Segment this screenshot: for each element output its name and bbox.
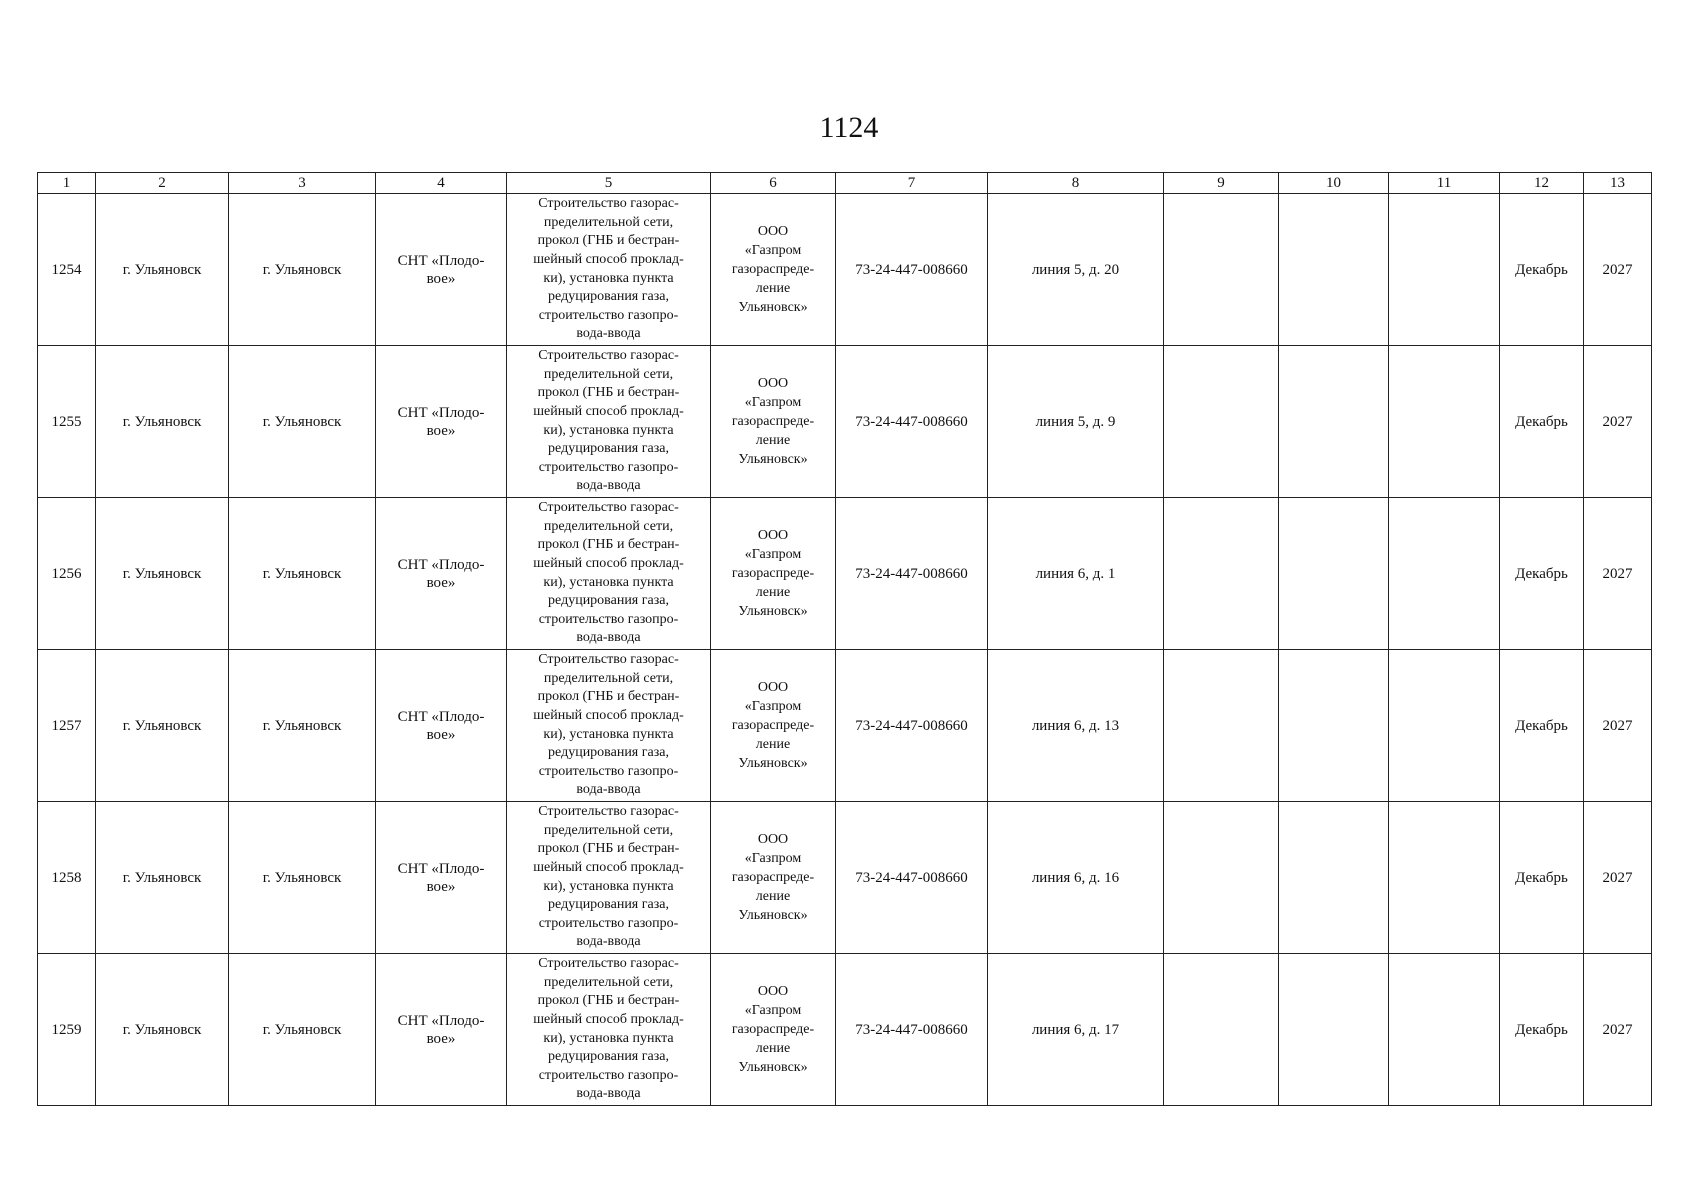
city-cell: г. Ульяновск bbox=[96, 650, 229, 802]
column-10-cell bbox=[1279, 498, 1389, 650]
column-number-row bbox=[38, 173, 1652, 194]
column-9-cell bbox=[1164, 346, 1279, 498]
month-cell: Декабрь bbox=[1500, 954, 1584, 1106]
organization-text: ООО «Газпром газораспреде- ление Ульяновск» bbox=[731, 832, 815, 923]
column-9-cell bbox=[1164, 802, 1279, 954]
work-description-cell bbox=[507, 802, 711, 954]
organization-cell bbox=[711, 802, 836, 954]
column-9-cell bbox=[1164, 650, 1279, 802]
row-number-cell: 1257 bbox=[38, 650, 96, 802]
settlement-cell bbox=[376, 954, 507, 1106]
city-cell: г. Ульяновск bbox=[96, 346, 229, 498]
organization-cell bbox=[711, 954, 836, 1106]
work-description-cell bbox=[507, 650, 711, 802]
column-header: 7 bbox=[836, 173, 988, 194]
locality-cell: г. Ульяновск bbox=[229, 194, 376, 346]
work-description-text: Строительство газорас- пределительной сети, прокол (ГНБ и бестран- шейный способ проклад- ки), установка пункта редуцирования газа, строительство газопро- вода-ввода bbox=[533, 804, 684, 950]
work-description-text: Строительство газорас- пределительной сети, прокол (ГНБ и бестран- шейный способ проклад- ки), установка пункта редуцирования газа, строительство газопро- вода-ввода bbox=[533, 652, 684, 798]
settlement-text: СНТ «Плодо- вое» bbox=[397, 860, 485, 895]
year-cell: 2027 bbox=[1584, 346, 1652, 498]
work-description-cell bbox=[507, 954, 711, 1106]
row-number-cell: 1255 bbox=[38, 346, 96, 498]
settlement-text: СНТ «Плодо- вое» bbox=[397, 556, 485, 591]
code-cell: 73-24-447-008660 bbox=[836, 650, 988, 802]
column-10-cell bbox=[1279, 194, 1389, 346]
column-11-cell bbox=[1389, 194, 1500, 346]
work-description-cell bbox=[507, 194, 711, 346]
column-11-cell bbox=[1389, 954, 1500, 1106]
column-11-cell bbox=[1389, 650, 1500, 802]
organization-cell bbox=[711, 346, 836, 498]
row-number-cell: 1258 bbox=[38, 802, 96, 954]
column-header: 2 bbox=[96, 173, 229, 194]
organization-text: ООО «Газпром газораспреде- ление Ульяновск» bbox=[731, 984, 815, 1075]
city-cell: г. Ульяновск bbox=[96, 954, 229, 1106]
column-header: 1 bbox=[38, 173, 96, 194]
settlement-text: СНТ «Плодо- вое» bbox=[397, 708, 485, 743]
settlement-text: СНТ «Плодо- вое» bbox=[397, 1012, 485, 1047]
settlement-cell bbox=[376, 498, 507, 650]
column-9-cell bbox=[1164, 194, 1279, 346]
locality-cell: г. Ульяновск bbox=[229, 802, 376, 954]
table-row bbox=[38, 650, 1652, 802]
year-cell: 2027 bbox=[1584, 650, 1652, 802]
column-header: 4 bbox=[376, 173, 507, 194]
code-cell: 73-24-447-008660 bbox=[836, 954, 988, 1106]
register-table bbox=[37, 172, 1652, 1106]
address-cell: линия 6, д. 1 bbox=[988, 498, 1164, 650]
row-number-cell: 1254 bbox=[38, 194, 96, 346]
column-header: 10 bbox=[1279, 173, 1389, 194]
column-header: 8 bbox=[988, 173, 1164, 194]
column-10-cell bbox=[1279, 954, 1389, 1106]
table-row bbox=[38, 194, 1652, 346]
year-cell: 2027 bbox=[1584, 954, 1652, 1106]
organization-text: ООО «Газпром газораспреде- ление Ульяновск» bbox=[731, 528, 815, 619]
month-cell: Декабрь bbox=[1500, 498, 1584, 650]
year-cell: 2027 bbox=[1584, 802, 1652, 954]
table-row bbox=[38, 802, 1652, 954]
work-description-cell bbox=[507, 346, 711, 498]
locality-cell: г. Ульяновск bbox=[229, 650, 376, 802]
column-header: 6 bbox=[711, 173, 836, 194]
organization-text: ООО «Газпром газораспреде- ление Ульяновск» bbox=[731, 224, 815, 315]
organization-text: ООО «Газпром газораспреде- ление Ульяновск» bbox=[731, 376, 815, 467]
year-cell: 2027 bbox=[1584, 194, 1652, 346]
column-11-cell bbox=[1389, 346, 1500, 498]
table-row bbox=[38, 498, 1652, 650]
work-description-text: Строительство газорас- пределительной сети, прокол (ГНБ и бестран- шейный способ проклад- ки), установка пункта редуцирования газа, строительство газопро- вода-ввода bbox=[533, 348, 684, 494]
table-body bbox=[38, 194, 1652, 1106]
month-cell: Декабрь bbox=[1500, 346, 1584, 498]
year-cell: 2027 bbox=[1584, 498, 1652, 650]
address-cell: линия 6, д. 16 bbox=[988, 802, 1164, 954]
city-cell: г. Ульяновск bbox=[96, 498, 229, 650]
column-header: 11 bbox=[1389, 173, 1500, 194]
work-description-text: Строительство газорас- пределительной сети, прокол (ГНБ и бестран- шейный способ проклад- ки), установка пункта редуцирования газа, строительство газопро- вода-ввода bbox=[533, 500, 684, 646]
column-11-cell bbox=[1389, 498, 1500, 650]
settlement-text: СНТ «Плодо- вое» bbox=[397, 404, 485, 439]
month-cell: Декабрь bbox=[1500, 802, 1584, 954]
address-cell: линия 5, д. 20 bbox=[988, 194, 1164, 346]
work-description-text: Строительство газорас- пределительной сети, прокол (ГНБ и бестран- шейный способ проклад- ки), установка пункта редуцирования газа, строительство газопро- вода-ввода bbox=[533, 196, 684, 342]
month-cell: Декабрь bbox=[1500, 194, 1584, 346]
row-number-cell: 1259 bbox=[38, 954, 96, 1106]
locality-cell: г. Ульяновск bbox=[229, 954, 376, 1106]
locality-cell: г. Ульяновск bbox=[229, 346, 376, 498]
address-cell: линия 6, д. 13 bbox=[988, 650, 1164, 802]
column-10-cell bbox=[1279, 650, 1389, 802]
month-cell: Декабрь bbox=[1500, 650, 1584, 802]
column-header: 12 bbox=[1500, 173, 1584, 194]
organization-text: ООО «Газпром газораспреде- ление Ульяновск» bbox=[731, 680, 815, 771]
column-10-cell bbox=[1279, 802, 1389, 954]
column-header: 9 bbox=[1164, 173, 1279, 194]
settlement-cell bbox=[376, 346, 507, 498]
organization-cell bbox=[711, 194, 836, 346]
column-11-cell bbox=[1389, 802, 1500, 954]
table-row bbox=[38, 954, 1652, 1106]
city-cell: г. Ульяновск bbox=[96, 802, 229, 954]
row-number-cell: 1256 bbox=[38, 498, 96, 650]
work-description-cell bbox=[507, 498, 711, 650]
column-10-cell bbox=[1279, 346, 1389, 498]
settlement-cell bbox=[376, 194, 507, 346]
city-cell: г. Ульяновск bbox=[96, 194, 229, 346]
column-9-cell bbox=[1164, 498, 1279, 650]
table-row bbox=[38, 346, 1652, 498]
locality-cell: г. Ульяновск bbox=[229, 498, 376, 650]
settlement-text: СНТ «Плодо- вое» bbox=[397, 252, 485, 287]
code-cell: 73-24-447-008660 bbox=[836, 802, 988, 954]
page-number: 1124 bbox=[819, 111, 879, 144]
code-cell: 73-24-447-008660 bbox=[836, 346, 988, 498]
code-cell: 73-24-447-008660 bbox=[836, 498, 988, 650]
column-header: 3 bbox=[229, 173, 376, 194]
work-description-text: Строительство газорас- пределительной сети, прокол (ГНБ и бестран- шейный способ проклад- ки), установка пункта редуцирования газа, строительство газопро- вода-ввода bbox=[533, 956, 684, 1102]
settlement-cell bbox=[376, 802, 507, 954]
column-9-cell bbox=[1164, 954, 1279, 1106]
column-header: 13 bbox=[1584, 173, 1652, 194]
settlement-cell bbox=[376, 650, 507, 802]
column-header: 5 bbox=[507, 173, 711, 194]
address-cell: линия 5, д. 9 bbox=[988, 346, 1164, 498]
code-cell: 73-24-447-008660 bbox=[836, 194, 988, 346]
address-cell: линия 6, д. 17 bbox=[988, 954, 1164, 1106]
organization-cell bbox=[711, 650, 836, 802]
organization-cell bbox=[711, 498, 836, 650]
